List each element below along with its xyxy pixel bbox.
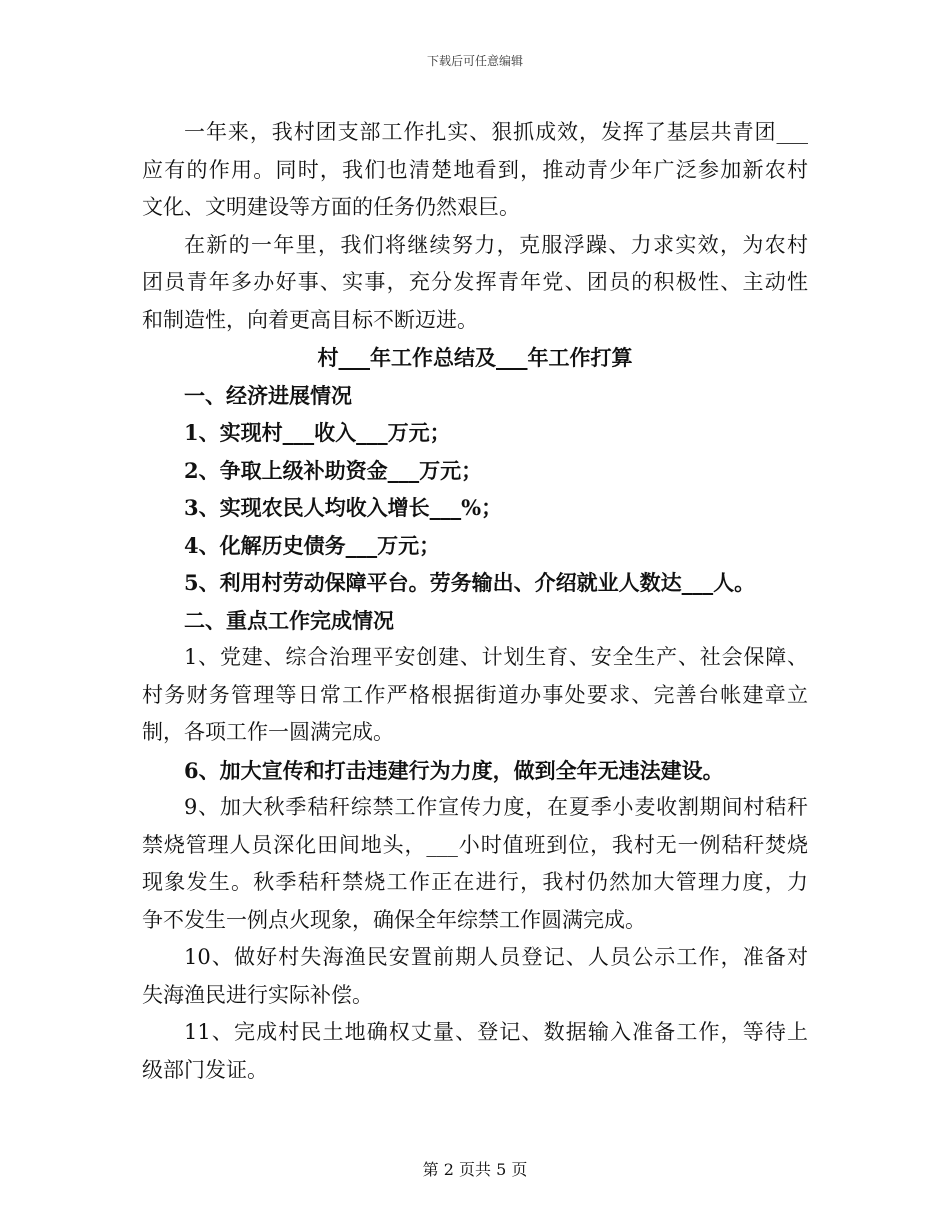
paragraph-item-9: [142, 789, 808, 939]
text-line: 和制造性，向着更高目标不断迈进。: [142, 307, 478, 332]
text-line: 级部门发证。: [142, 1057, 268, 1082]
text-line: 制，各项工作一圆满完成。: [142, 720, 394, 744]
paragraph-summary: [142, 114, 808, 227]
text-line: 现象发生。秋季秸秆禁烧工作正在进行，我村仍然加大管理力度，力: [142, 870, 808, 894]
list-item: 4、化解历史债务___万元；: [184, 532, 441, 558]
paragraph-item-1: [142, 639, 808, 752]
section-heading-key-work: 二、重点工作完成情况: [184, 607, 394, 633]
list-item: 1、实现村___收入___万元；: [184, 420, 451, 445]
paragraph-item-11: [142, 1014, 808, 1089]
document-title: 村___年工作总结及___年工作打算: [317, 345, 633, 370]
text-line: 9、加大秋季秸秆综禁工作宣传力度，在夏季小麦收割期间村秸秆: [184, 795, 808, 819]
text-line: 文化、文明建设等方面的任务仍然艰巨。: [142, 195, 520, 219]
text-line: 1、党建、综合治理平安创建、计划生育、安全生产、社会保障、: [184, 645, 808, 669]
text-line: 一年来，我村团支部工作扎实、狠抓成效，发挥了基层共青团___: [184, 120, 808, 144]
page-header: 下载后可任意编辑: [426, 54, 523, 68]
list-item: 5、利用村劳动保障平台。劳务输出、介绍就业人数达___人。: [184, 570, 756, 595]
page-footer: 第 2 页共 5 页: [422, 1160, 528, 1179]
list-item: 2、争取上级补助资金___万元；: [184, 457, 483, 483]
section-heading-economy: 一、经济进展情况: [184, 382, 352, 408]
text-line: 在新的一年里，我们将继续努力，克服浮躁、力求实效，为农村: [184, 232, 808, 257]
list-item: 3、实现农民人均收入增长___%；: [184, 495, 503, 520]
text-line: 11、完成村民土地确权丈量、登记、数据输入准备工作，等待上: [184, 1020, 808, 1044]
text-line: 争不发生一例点火现象，确保全年综禁工作圆满完成。: [142, 907, 646, 932]
text-line: 村务财务管理等日常工作严格根据街道办事处要求、完善台帐建章立: [142, 682, 808, 707]
text-line: 失海渔民进行实际补偿。: [142, 982, 373, 1007]
paragraph-item-6: 6、加大宣传和打击违建行为力度，做到全年无违法建设。: [184, 757, 724, 783]
text-line: 10、做好村失海渔民安置前期人员登记、人员公示工作，准备对: [184, 945, 808, 969]
text-line: 团员青年多办好事、实事，充分发挥青年党、团员的积极性、主动性: [142, 270, 808, 294]
paragraph-item-10: [142, 939, 808, 1014]
text-line: 应有的作用。同时，我们也清楚地看到，推动青少年广泛参加新农村: [142, 157, 808, 182]
document-body: [142, 114, 808, 1089]
paragraph-outlook: [142, 227, 808, 340]
text-line: 禁烧管理人员深化田间地头，___小时值班到位，我村无一例秸秆焚烧: [142, 832, 808, 857]
